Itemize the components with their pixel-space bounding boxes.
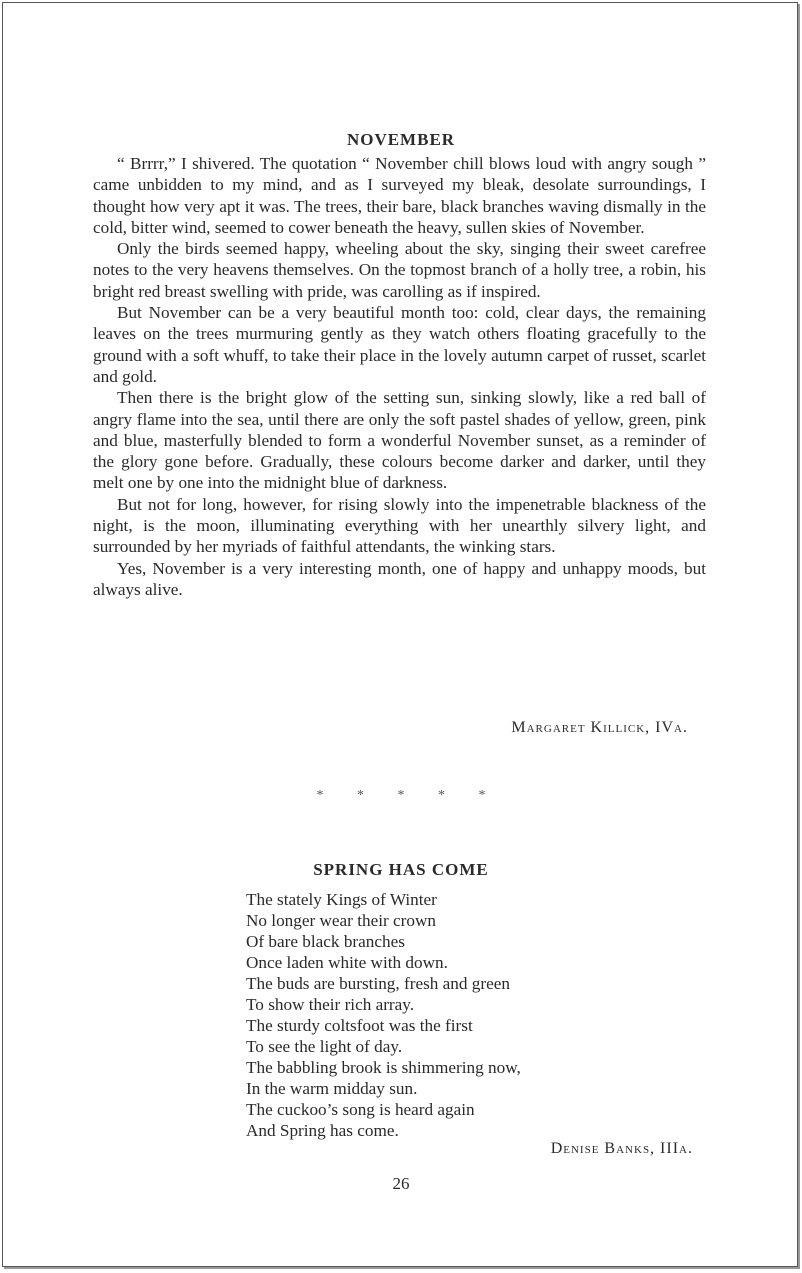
paragraph: But November can be a very beautiful month too: cold, clear days, the remaining leaves on the trees murmuring gently as they watch others floating gracefully to the ground with a soft whuff, to take their place in the lovely autumn carpet of russet, scarlet and gold. [93,303,706,386]
poem-line: To see the light of day. [246,1037,403,1056]
poem-line: In the warm midday sun. [246,1079,418,1098]
page [2,2,798,1267]
poem-line: The babbling brook is shimmering now, [246,1058,521,1077]
poem-title: SPRING HAS COME [313,860,489,879]
poem-line: The cuckoo’s song is heard again [246,1100,475,1119]
article-title: NOVEMBER [346,130,456,149]
poem-line: And Spring has come. [246,1121,399,1140]
paragraph: Yes, November is a very interesting month, one of happy and unhappy moods, but always alive. [93,558,706,599]
section-separator: * * * * * [316,788,486,803]
author-signature: Margaret Killick, IVa. [511,719,688,736]
poem-line: Once laden white with down. [246,953,448,972]
paragraph: Then there is the bright glow of the setting sun, sinking slowly, like a red ball of angry flame into the sea, until there are only the soft pastel shades of yellow, green, pink and blue, masterfully blended to form a wonderful November sunset, as a reminder of the glory gone before. Gradually, these colours become darker and darker, until they melt one by one into the midnight blue of darkness. [93,388,706,493]
article-body [93,153,706,600]
poem-line: The stately Kings of Winter [246,890,437,909]
paragraph: Only the birds seemed happy, wheeling about the sky, singing their sweet carefree notes to the very heavens themselves. On the topmost branch of a holly tree, a robin, his bright red breast swelling with pride, was carolling as if inspired. [93,239,706,301]
paragraph: “ Brrrr,” I shivered. The quotation “ November chill blows loud with angry sough ” came unbidden to my mind, and as I surveyed my bleak, desolate surroundings, I thought how very apt it was. The trees, their bare, black branches waving dismally in the cold, bitter wind, seemed to cower beneath the heavy, sullen skies of November. [93,154,706,237]
poem-body [246,889,521,1141]
poem-line: Of bare black branches [246,932,405,951]
poem-line: No longer wear their crown [246,911,436,930]
poem-signature: Denise Banks, IIIa. [550,1140,693,1157]
page-number: 26 [392,1174,410,1193]
paragraph: But not for long, however, for rising slowly into the impenetrable blackness of the night, is the moon, illuminating everything with her unearthly silvery light, and surrounded by her myriads of faithful attendants, the winking stars. [93,494,706,557]
poem-line: The buds are bursting, fresh and green [246,974,510,993]
poem-line: To show their rich array. [246,995,415,1014]
poem-line: The sturdy coltsfoot was the first [246,1016,473,1035]
